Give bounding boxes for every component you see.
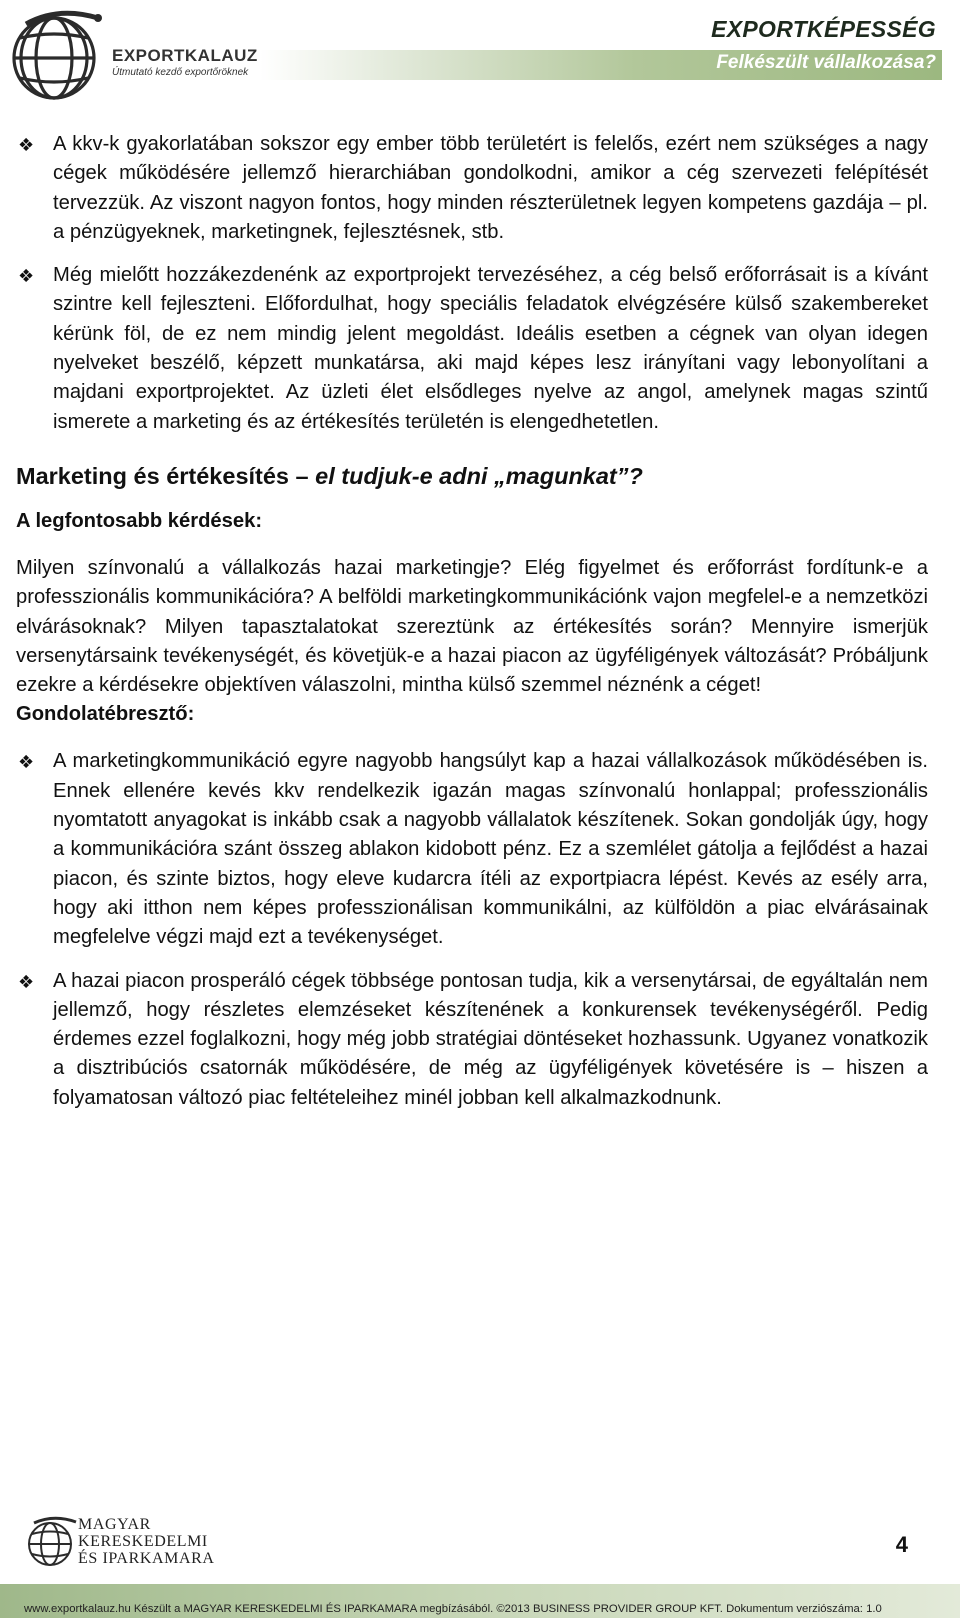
section-heading-plain: Marketing és értékesítés – — [16, 462, 316, 489]
logo-title: EXPORTKALAUZ — [112, 46, 258, 65]
bullet-text: Még mielőtt hozzákezdenénk az exportprojekt tervezéséhez, a cég belső erőforrásait is a kívánt szintre kell fejleszteni. Előfordulhat, hogy speciális feladatok elvégzésére külső szakembereket kérünk föl, de ez nem mindig jelent megoldást. Ideális esetben a cégnek van olyan idegen nyelveket beszélő, képzett munkatársa, aki majd képes lesz irányítani vagy lebonyolítani a majdani exportprojektet. Az üzleti élet elsődleges nyelve az angol, amelynek magas szintű ismerete a marketing és az értékesítés területén is elengedhetetlen. — [53, 264, 928, 433]
bullet-item — [16, 967, 928, 1113]
bullet-text: A kkv-k gyakorlatában sokszor egy ember több területért is felelős, ezért nem szükséges a nagy cégek működésére jellemző hierarchiában gondolkodni, amikor a cég szervezeti felépítését tervezzük. Az viszont nagyon fontos, hogy minden részterületnek legyen kompetens gazdája – pl. a pénzügyeknek, marketingnek, fejlesztésnek, stb. — [53, 133, 928, 243]
footer-text: www.exportkalauz.hu Készült a MAGYAR KERESKEDELMI ÉS IPARKAMARA megbízásából. ©2013 BUSINESS PROVIDER GROUP KFT. Dokumentum verziószáma: 1.0 — [24, 1603, 882, 1615]
header-subtitle: Felkészült vállalkozása? — [716, 52, 936, 73]
diamond-bullet-icon: ❖ — [18, 135, 35, 155]
bullet-item — [16, 261, 928, 437]
section-heading — [16, 461, 928, 491]
section-heading-italic: el tudjuk-e adni „magunkat”? — [315, 462, 643, 489]
globe-logo-icon — [6, 4, 106, 108]
bullet-text: A hazai piacon prosperáló cégek többsége pontosan tudja, kik a versenytársai, de egyáltalán nem jellemző, hogy részletes elemzéseket készítenének a konkurensek tevékenységéről. Pedig érdemes ezzel foglalkozni, hogy még jobb stratégiai döntéseket hozhassunk. Ugyanez vonatkozik a disztribúciós csatornák működésére, de még az ügyféligények követésére is – hiszen a folyamatosan változó piac feltételeihez minél jobban kell alkalmazkodnunk. — [53, 969, 928, 1109]
questions-paragraph: Milyen színvonalú a vállalkozás hazai marketingje? Elég figyelmet és erőforrást fordítunk-e a professzionális kommunikációra? A belföldi marketingkommunikációnk vajon megfelel-e a nemzetközi elvárásoknak? Milyen tapasztalatokat szereztünk az értékesítés során? Mennyire ismerjük versenytársaink tevékenységét, és követjük-e a hazai piacon az ügyféligények változását? Próbáljunk ezekre a kérdésekre objektíven válaszolni, mintha külső szemmel néznénk a céget! — [16, 556, 928, 697]
questions-heading: A legfontosabb kérdések: — [16, 509, 263, 532]
diamond-bullet-icon: ❖ — [18, 752, 35, 773]
document-body — [16, 130, 928, 1127]
bullet-item — [16, 747, 928, 952]
logo-subtitle: Útmutató kezdő exportőröknek — [112, 67, 249, 78]
page-number: 4 — [895, 1532, 908, 1557]
diamond-bullet-icon: ❖ — [18, 971, 35, 992]
header-title: EXPORTKÉPESSÉG — [711, 16, 936, 42]
bullet-item — [16, 130, 928, 247]
diamond-bullet-icon: ❖ — [18, 266, 35, 287]
chamber-name-line: KERESKEDELMI — [78, 1533, 208, 1550]
thought-heading: Gondolatébresztő: — [16, 703, 195, 726]
bullet-text: A marketingkommunikáció egyre nagyobb hangsúlyt kap a hazai vállalkozások működésében is. Ennek ellenére kevés kkv rendelkezik igazán magas színvonalú honlappal; professzionális nyomtatott anyagokat is inkább csak a nagyobb vállalatok készítenek. Sokan gondolják úgy, hogy a kommunikációra szánt összeg ablakon kidobott pénz. Ez a szemlélet gátolja a fejlődést a hazai piacon, és szinte biztos, hogy eleve kudarcra ítéli az exportpiacra lépést. Kevés az esély arra, hogy aki itthon nem képes professzionálisan kommunikálni, az külföldön a piac elvárásainak megfelelve végzi majd ezt a tevékenységet. — [53, 750, 928, 949]
chamber-name-line: ÉS IPARKAMARA — [78, 1550, 215, 1567]
page-header — [0, 0, 960, 115]
chamber-name — [78, 1516, 215, 1567]
chamber-name-line: MAGYAR — [78, 1516, 151, 1533]
